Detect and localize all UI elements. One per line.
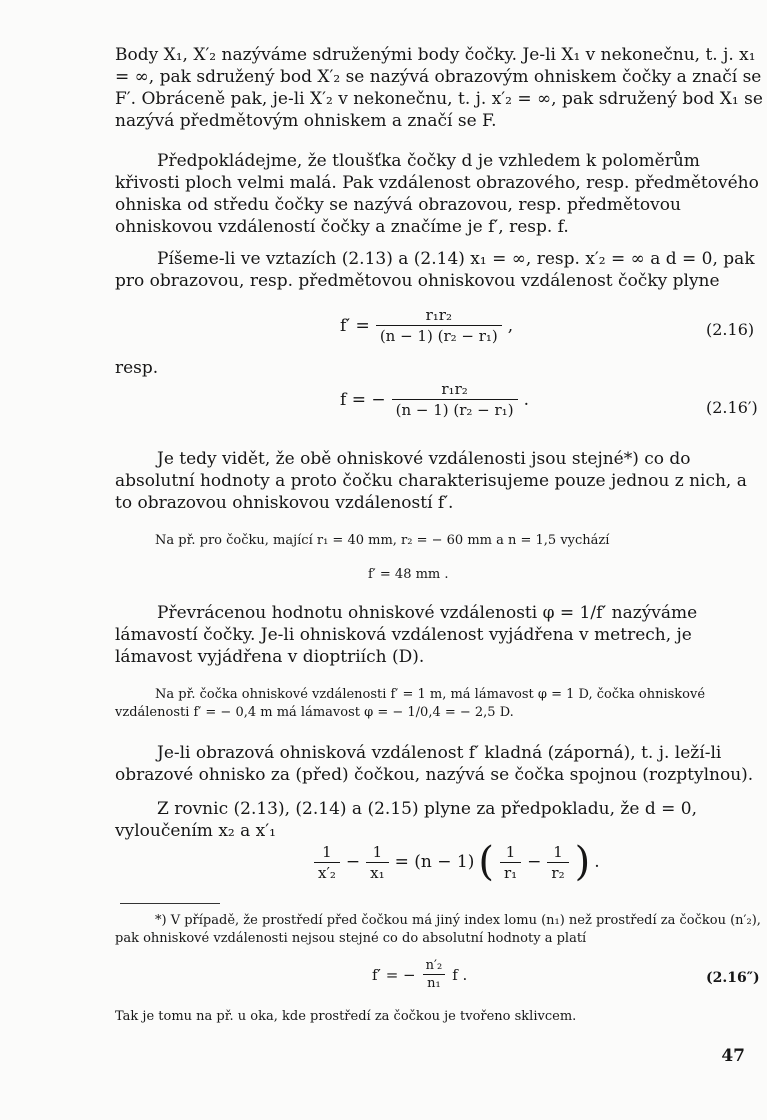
lens-frac-4-den: r₂ xyxy=(547,862,568,882)
eq-2-16-fraction xyxy=(376,306,502,345)
example-diopters: Na př. čočka ohniskové vzdálenosti f′ = 1 m, má lámavost φ = 1 D, čočka ohniskové vzdálenosti f′ = − 0,4 m má lámavost φ = − 1/0,4 = − 2,5 D. xyxy=(115,687,706,720)
eq-2-16-numerator: r₁r₂ xyxy=(425,306,452,324)
example-focal-length-result: f′ = 48 mm . xyxy=(368,567,449,582)
equation-number-2-16-double-prime: (2.16″) xyxy=(706,970,760,986)
lens-frac-3 xyxy=(500,843,521,882)
paragraph-refractive-power: Převrácenou hodnotu ohniskové vzdálenosti φ = 1/f′ nazýváme lámavostí čočky. Je-li ohnisková vzdálenost vyjádřena v metrech, je lámavost vyjádřena v dioptriích (D). xyxy=(115,603,698,667)
paragraph-lens-equation-intro: Z rovnic (2.13), (2.14) a (2.15) plyne za předpokladu, že d = 0, vyloučením x₂ a x′₁ xyxy=(115,799,697,841)
equation-2-16 xyxy=(340,306,513,345)
eq-2-16p-tail: . xyxy=(523,389,529,410)
lens-paren-open: ( xyxy=(478,839,494,885)
lens-mid: = (n − 1) xyxy=(394,852,475,872)
lens-frac-1 xyxy=(314,843,340,882)
equation-number-2-16: (2.16) xyxy=(706,320,755,339)
lens-frac-3-den: r₁ xyxy=(500,862,521,882)
lens-frac-4 xyxy=(547,843,568,882)
eq-2-16p-fraction xyxy=(392,380,518,419)
resp-label: resp. xyxy=(115,358,159,378)
lens-frac-3-num: 1 xyxy=(505,842,516,861)
lens-frac-1-num: 1 xyxy=(322,842,332,861)
footnote-rule xyxy=(120,903,220,904)
paragraph-equal-focal-lengths: Je tedy vidět, že obě ohniskové vzdálenosti jsou stejné*) co do absolutní hodnoty a proto čočku charakterisujeme pouze jednou z nich, a to obrazovou ohniskovou vzdáleností f′. xyxy=(115,449,747,513)
eq-2-16-tail: , xyxy=(507,315,514,336)
lens-frac-2-den: x₁ xyxy=(366,862,388,882)
equation-2-16-prime xyxy=(340,380,529,419)
lens-minus-2: − xyxy=(527,852,542,872)
eq-2-16p-numerator: r₁r₂ xyxy=(441,380,468,398)
eq-2-16pp-den: n₁ xyxy=(423,974,445,991)
eq-2-16-denominator: (n − 1) (r₂ − r₁) xyxy=(376,325,502,345)
eq-2-16pp-num: n′₂ xyxy=(425,958,443,973)
paragraph-substitution: Píšeme-li ve vztazích (2.13) a (2.14) x₁ = ∞, resp. x′₂ = ∞ a d = 0, pak pro obrazovou, resp. předmětovou ohniskovou vzdálenost čočky plyne xyxy=(115,249,755,291)
lens-minus: − xyxy=(345,852,361,872)
eq-2-16pp-rhs: f . xyxy=(452,965,468,984)
equation-number-2-16-prime: (2.16′) xyxy=(706,398,758,417)
paragraph-focal-distance-definition: Předpokládejme, že tloušťka čočky d je vzhledem k poloměrům křivosti ploch velmi malá. Pak vzdálenost obrazového, resp. předmětového ohniska od středu čočky se nazývá obrazovou, resp. předmětovou ohniskovou vzdáleností čočky a značíme je f′, resp. f. xyxy=(115,151,759,237)
lens-frac-2 xyxy=(366,843,388,882)
lens-frac-2-num: 1 xyxy=(372,842,383,861)
page-number: 47 xyxy=(721,1046,745,1066)
footnote-eye-note: Tak je tomu na př. u oka, kde prostředí za čočkou je tvořeno sklivcem. xyxy=(115,1009,577,1024)
eq-2-16-lhs: f′ = xyxy=(340,315,370,336)
paragraph-conjugate-points: Body X₁, X′₂ nazýváme sdruženými body čočky. Je-li X₁ v nekonečnu, t. j. x₁ = ∞, pak sdružený bod X′₂ se nazývá obrazovým ohniskem čočky a značí se F′. Obráceně pak, je-li X′₂ v nekonečnu, t. j. x′₂ = ∞, pak sdružený bod X₁ se nazývá předmětovým ohniskem a značí se F. xyxy=(115,45,763,131)
eq-2-16p-denominator: (n − 1) (r₂ − r₁) xyxy=(392,399,518,419)
footnote-text: *) V případě, že prostředí před čočkou má jiný index lomu (n₁) než prostředí za čočkou (n′₂), pak ohniskové vzdálenosti nejsou stejné co do absolutní hodnoty a platí xyxy=(115,913,761,946)
paragraph-lens-types: Je-li obrazová ohnisková vzdálenost f′ kladná (záporná), t. j. leží-li obrazové ohnisko za (před) čočkou, nazývá se čočka spojnou (rozptylnou). xyxy=(115,743,754,785)
lens-paren-close: ) xyxy=(574,839,591,885)
equation-2-16-double-prime xyxy=(372,958,467,991)
eq-2-16pp-lhs: f′ = − xyxy=(372,965,416,984)
eq-2-16pp-fraction xyxy=(422,958,447,991)
example-focal-length: Na př. pro čočku, mající r₁ = 40 mm, r₂ = − 60 mm a n = 1,5 vychází xyxy=(155,533,610,548)
eq-2-16p-lhs: f = − xyxy=(340,389,386,410)
lens-tail: . xyxy=(594,852,600,872)
equation-lens xyxy=(308,839,600,885)
lens-frac-1-den: x′₂ xyxy=(314,862,340,882)
lens-frac-4-num: 1 xyxy=(553,842,563,861)
